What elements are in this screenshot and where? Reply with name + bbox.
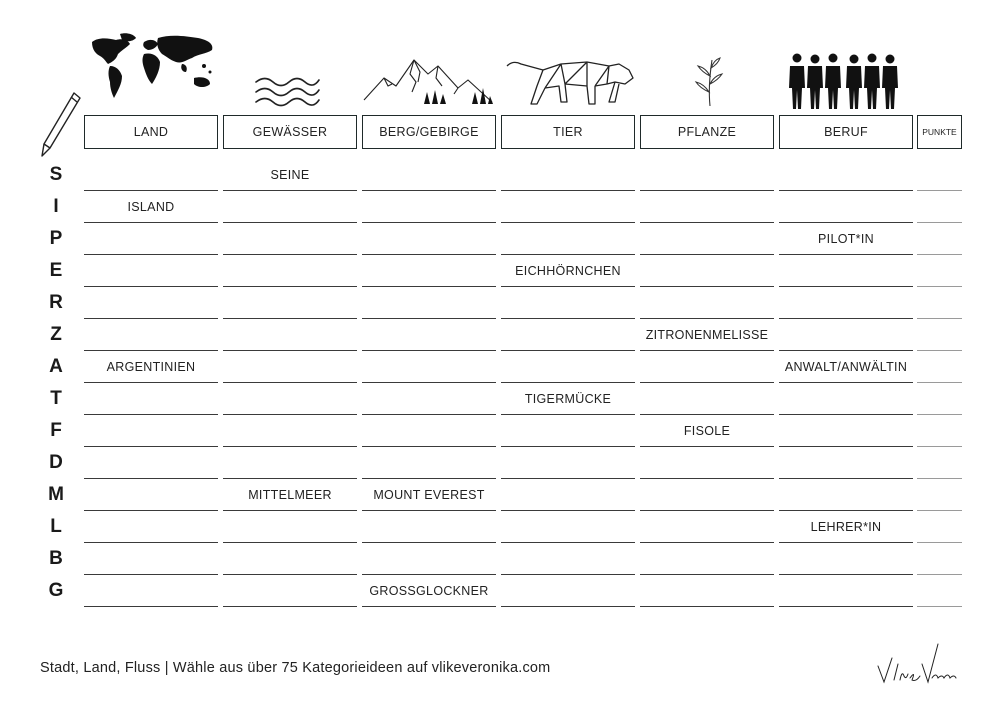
cell-beruf[interactable] (779, 288, 913, 319)
cell-berg[interactable] (362, 192, 496, 223)
mountains-icon (362, 52, 496, 110)
column-header-beruf: BERUF (779, 115, 913, 149)
cell-pflanze[interactable] (640, 544, 774, 575)
cell-punkte[interactable] (917, 480, 962, 511)
cell-beruf[interactable] (779, 448, 913, 479)
cell-berg[interactable]: MOUNT EVEREST (362, 480, 496, 511)
cell-tier[interactable]: TIGERMÜCKE (501, 384, 635, 415)
row-letter: A (49, 356, 63, 377)
cell-berg[interactable] (362, 448, 496, 479)
row-letter: D (49, 452, 63, 473)
cell-land[interactable] (84, 256, 218, 287)
tiger-icon (503, 56, 637, 112)
row-letter: M (48, 484, 64, 505)
cell-tier[interactable] (501, 544, 635, 575)
cell-punkte[interactable] (917, 288, 962, 319)
cell-beruf[interactable]: ANWALT/ANWÄLTIN (779, 352, 913, 383)
cell-gewaesser[interactable] (223, 448, 357, 479)
footer-text: Stadt, Land, Fluss | Wähle aus über 75 Kategorieideen auf vlikeveronika.com (40, 660, 551, 676)
row-letter: F (50, 420, 62, 441)
cell-beruf[interactable] (779, 320, 913, 351)
cell-gewaesser[interactable] (223, 224, 357, 255)
cell-tier[interactable] (501, 352, 635, 383)
cell-land[interactable] (84, 512, 218, 543)
waves-icon (253, 74, 323, 108)
people-silhouettes-icon (787, 52, 903, 110)
cell-punkte[interactable] (917, 576, 962, 607)
cell-punkte[interactable] (917, 384, 962, 415)
cell-gewaesser[interactable] (223, 352, 357, 383)
cell-gewaesser[interactable]: MITTELMEER (223, 480, 357, 511)
row-letter: G (48, 580, 64, 601)
cell-tier[interactable] (501, 416, 635, 447)
cell-gewaesser[interactable] (223, 416, 357, 447)
cell-pflanze[interactable] (640, 576, 774, 607)
cell-pflanze[interactable] (640, 160, 774, 191)
cell-pflanze[interactable] (640, 256, 774, 287)
cell-land[interactable]: ARGENTINIEN (84, 352, 218, 383)
cell-land[interactable] (84, 384, 218, 415)
cell-land[interactable] (84, 576, 218, 607)
cell-berg[interactable] (362, 320, 496, 351)
cell-land[interactable] (84, 416, 218, 447)
cell-tier[interactable] (501, 512, 635, 543)
column-header-pflanze: PFLANZE (640, 115, 774, 149)
cell-beruf[interactable] (779, 544, 913, 575)
cell-tier[interactable] (501, 576, 635, 607)
cell-punkte[interactable] (917, 448, 962, 479)
cell-land[interactable] (84, 320, 218, 351)
cell-punkte[interactable] (917, 256, 962, 287)
cell-land[interactable] (84, 544, 218, 575)
cell-pflanze[interactable] (640, 352, 774, 383)
cell-beruf[interactable] (779, 480, 913, 511)
cell-land[interactable] (84, 448, 218, 479)
cell-beruf[interactable]: PILOT*IN (779, 224, 913, 255)
cell-tier[interactable] (501, 288, 635, 319)
cell-punkte[interactable] (917, 192, 962, 223)
cell-berg[interactable]: GROSSGLOCKNER (362, 576, 496, 607)
cell-punkte[interactable] (917, 416, 962, 447)
cell-tier[interactable] (501, 224, 635, 255)
cell-beruf[interactable] (779, 576, 913, 607)
cell-land[interactable] (84, 288, 218, 319)
pencil-icon (38, 90, 82, 160)
cell-berg[interactable] (362, 512, 496, 543)
cell-pflanze[interactable] (640, 224, 774, 255)
cell-beruf[interactable] (779, 160, 913, 191)
signature-logo (872, 640, 962, 690)
cell-pflanze[interactable]: ZITRONENMELISSE (640, 320, 774, 351)
row-letter: T (50, 388, 62, 409)
cell-berg[interactable] (362, 256, 496, 287)
row-letter: L (50, 516, 62, 537)
cell-gewaesser[interactable] (223, 192, 357, 223)
row-letter: E (49, 260, 63, 281)
cell-land[interactable] (84, 224, 218, 255)
cell-punkte[interactable] (917, 544, 962, 575)
cell-berg[interactable] (362, 160, 496, 191)
cell-land[interactable] (84, 480, 218, 511)
cell-gewaesser[interactable] (223, 256, 357, 287)
cell-beruf[interactable] (779, 192, 913, 223)
row-letter: R (49, 292, 63, 313)
cell-punkte[interactable] (917, 224, 962, 255)
column-header-land: LAND (84, 115, 218, 149)
cell-tier[interactable] (501, 320, 635, 351)
row-letter: I (53, 196, 59, 217)
column-header-berg-gebirge: BERG/GEBIRGE (362, 115, 496, 149)
cell-pflanze[interactable] (640, 192, 774, 223)
cell-berg[interactable] (362, 224, 496, 255)
cell-tier[interactable]: EICHHÖRNCHEN (501, 256, 635, 287)
cell-land[interactable]: ISLAND (84, 192, 218, 223)
world-map-icon (86, 32, 218, 102)
cell-pflanze[interactable] (640, 288, 774, 319)
cell-tier[interactable] (501, 448, 635, 479)
cell-tier[interactable] (501, 480, 635, 511)
cell-punkte[interactable] (917, 512, 962, 543)
cell-gewaesser[interactable] (223, 288, 357, 319)
cell-tier[interactable] (501, 192, 635, 223)
row-letter: P (49, 228, 63, 249)
cell-gewaesser[interactable] (223, 384, 357, 415)
cell-gewaesser[interactable] (223, 320, 357, 351)
cell-punkte[interactable] (917, 160, 962, 191)
cell-berg[interactable] (362, 384, 496, 415)
cell-beruf[interactable] (779, 416, 913, 447)
cell-berg[interactable] (362, 544, 496, 575)
cell-gewaesser[interactable]: SEINE (223, 160, 357, 191)
row-letter: S (49, 164, 63, 185)
cell-beruf[interactable]: LEHRER*IN (779, 512, 913, 543)
cell-pflanze[interactable]: FISOLE (640, 416, 774, 447)
column-header-gewaesser: GEWÄSSER (223, 115, 357, 149)
cell-gewaesser[interactable] (223, 544, 357, 575)
row-letter: Z (50, 324, 62, 345)
cell-punkte[interactable] (917, 352, 962, 383)
cell-berg[interactable] (362, 288, 496, 319)
cell-pflanze[interactable] (640, 384, 774, 415)
cell-pflanze[interactable] (640, 448, 774, 479)
cell-beruf[interactable] (779, 256, 913, 287)
cell-gewaesser[interactable] (223, 576, 357, 607)
column-header-punkte: PUNKTE (917, 115, 962, 149)
cell-punkte[interactable] (917, 320, 962, 351)
leaf-sprig-icon (690, 56, 726, 108)
cell-tier[interactable] (501, 160, 635, 191)
row-letter: B (49, 548, 63, 569)
cell-land[interactable] (84, 160, 218, 191)
cell-beruf[interactable] (779, 384, 913, 415)
cell-pflanze[interactable] (640, 512, 774, 543)
cell-berg[interactable] (362, 416, 496, 447)
cell-gewaesser[interactable] (223, 512, 357, 543)
column-header-tier: TIER (501, 115, 635, 149)
cell-berg[interactable] (362, 352, 496, 383)
cell-pflanze[interactable] (640, 480, 774, 511)
